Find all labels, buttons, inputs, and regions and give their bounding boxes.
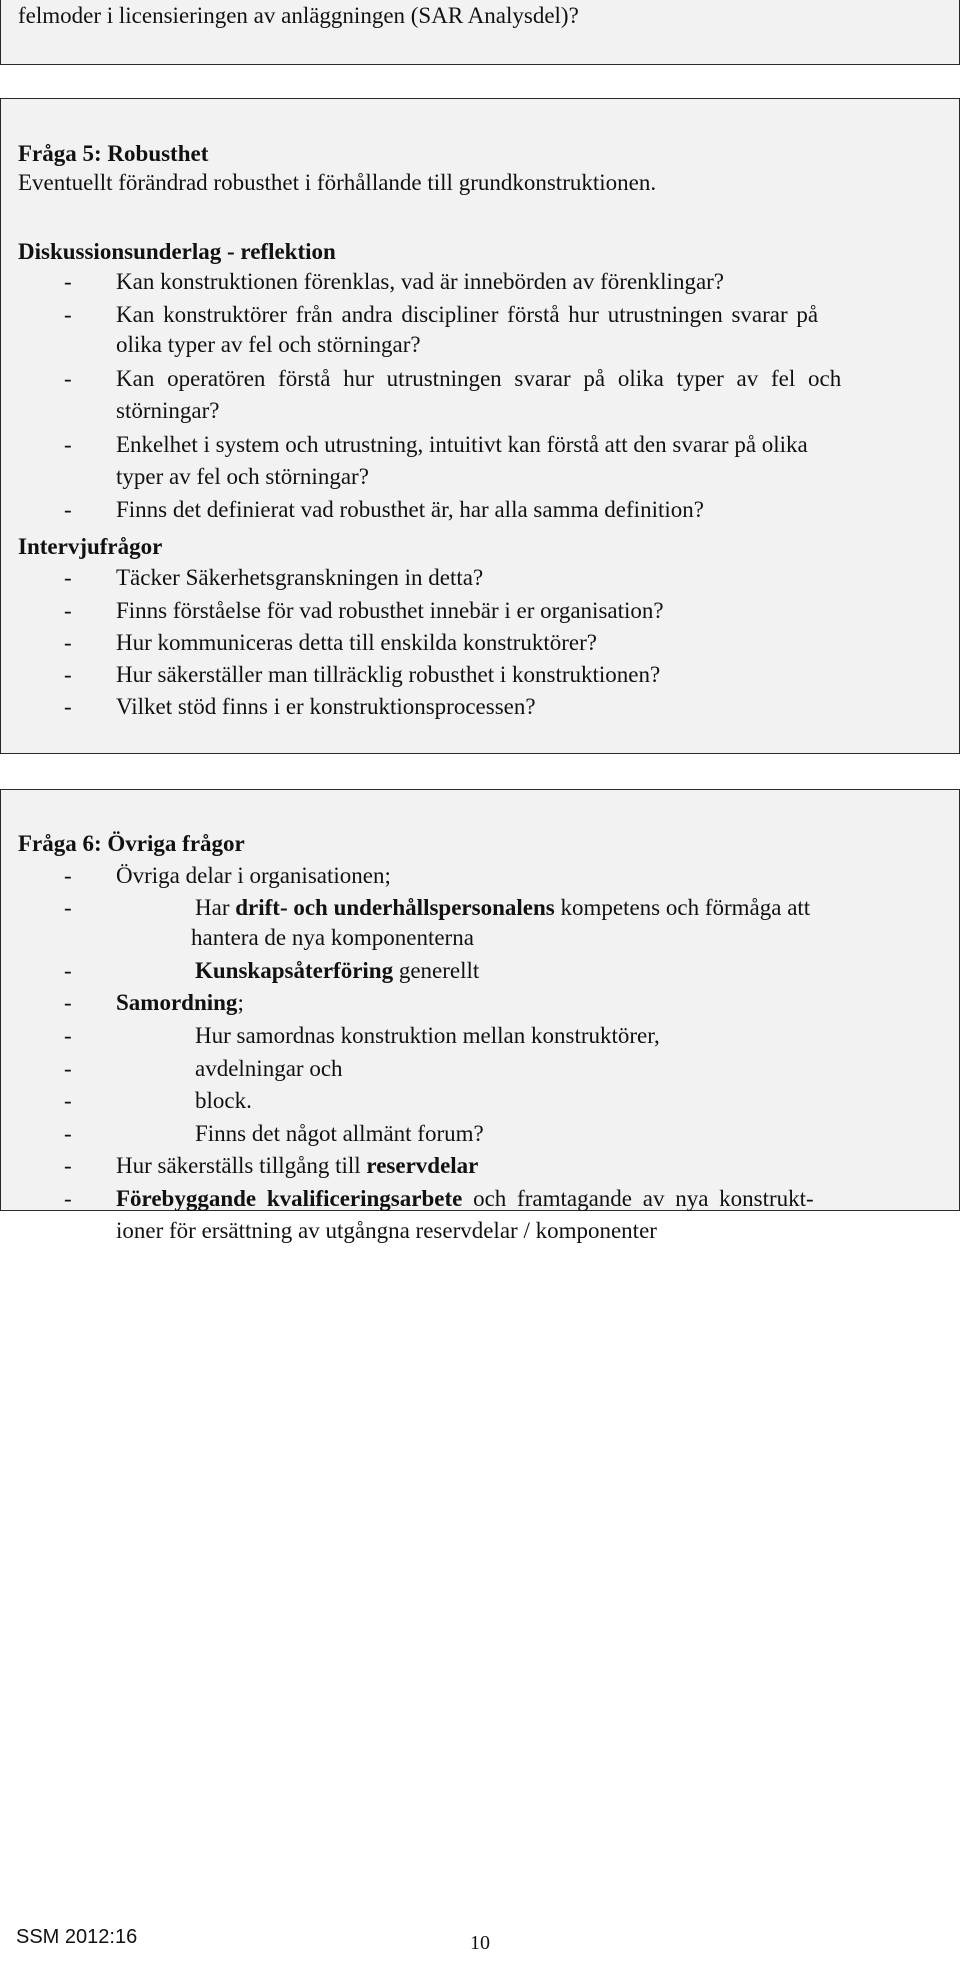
list-bullet: - [64,630,72,655]
list-item-continuation: ioner för ersättning av utgångna reservdelar / komponenter [116,1218,657,1243]
continued-question-text: felmoder i licensieringen av anläggningen (SAR Analysdel)? [18,3,579,28]
list-bullet: - [64,1153,72,1178]
page-number: 10 [470,1932,490,1954]
list-item: Kunskapsåterföring generellt [195,958,480,983]
list-item: Förebyggande kvalificeringsarbete och framtagande av nya konstrukt- [116,1186,814,1211]
list-item: Täcker Säkerhetsgranskningen in detta? [116,565,484,590]
list-item: Hur säkerställs tillgång till reservdelar [116,1153,479,1178]
list-bullet: - [64,565,72,590]
list-bullet: - [64,1121,72,1146]
list-item-continuation: hantera de nya komponenterna [191,925,474,950]
list-bullet: - [64,694,72,719]
list-item: Kan operatören förstå hur utrustningen svarar på olika typer av fel och [116,366,842,391]
question-5-description: Eventuellt förändrad robusthet i förhållande till grundkonstruktionen. [18,170,657,195]
list-item: Hur kommuniceras detta till enskilda konstruktörer? [116,630,597,655]
list-item: block. [195,1088,252,1113]
list-bullet: - [64,269,72,294]
list-bullet: - [64,302,72,327]
list-bullet: - [64,497,72,522]
list-item: Enkelhet i system och utrustning, intuitivt kan förstå att den svarar på olika [116,432,808,457]
publication-id: SSM 2012:16 [16,1926,138,1948]
list-item: Finns förståelse för vad robusthet innebär i er organisation? [116,598,664,623]
list-bullet: - [64,1056,72,1081]
list-bullet: - [64,598,72,623]
list-bullet: - [64,863,72,888]
list-item: Finns det definierat vad robusthet är, har alla samma definition? [116,497,704,522]
list-item: Samordning; [116,990,244,1015]
list-bullet: - [64,1186,72,1211]
list-item-continuation: olika typer av fel och störningar? [116,332,421,357]
list-item: Kan konstruktionen förenklas, vad är innebörden av förenklingar? [116,269,725,294]
list-item: Övriga delar i organisationen; [116,863,391,888]
question-6-title: Fråga 6: Övriga frågor [18,831,245,856]
list-item: Hur säkerställer man tillräcklig robusthet i konstruktionen? [116,662,661,687]
list-item: Finns det något allmänt forum? [195,1121,484,1146]
list-bullet: - [64,895,72,920]
list-item-continuation: typer av fel och störningar? [116,464,369,489]
question-5-title: Fråga 5: Robusthet [18,141,209,166]
list-bullet: - [64,662,72,687]
list-item: Vilket stöd finns i er konstruktionsprocessen? [116,694,536,719]
list-bullet: - [64,432,72,457]
interview-heading: Intervjufrågor [18,534,163,559]
list-item: Kan konstruktörer från andra discipliner förstå hur utrustningen svarar på [116,302,819,327]
discussion-heading: Diskussionsunderlag - reflektion [18,239,336,264]
list-item: Hur samordnas konstruktion mellan konstruktörer, [195,1023,660,1048]
list-bullet: - [64,1023,72,1048]
list-item: Har drift- och underhållspersonalens kompetens och förmåga att [195,895,811,920]
list-bullet: - [64,990,72,1015]
list-bullet: - [64,958,72,983]
list-item: avdelningar och [195,1056,343,1081]
list-bullet: - [64,366,72,391]
list-bullet: - [64,1088,72,1113]
list-item-continuation: störningar? [116,398,220,423]
